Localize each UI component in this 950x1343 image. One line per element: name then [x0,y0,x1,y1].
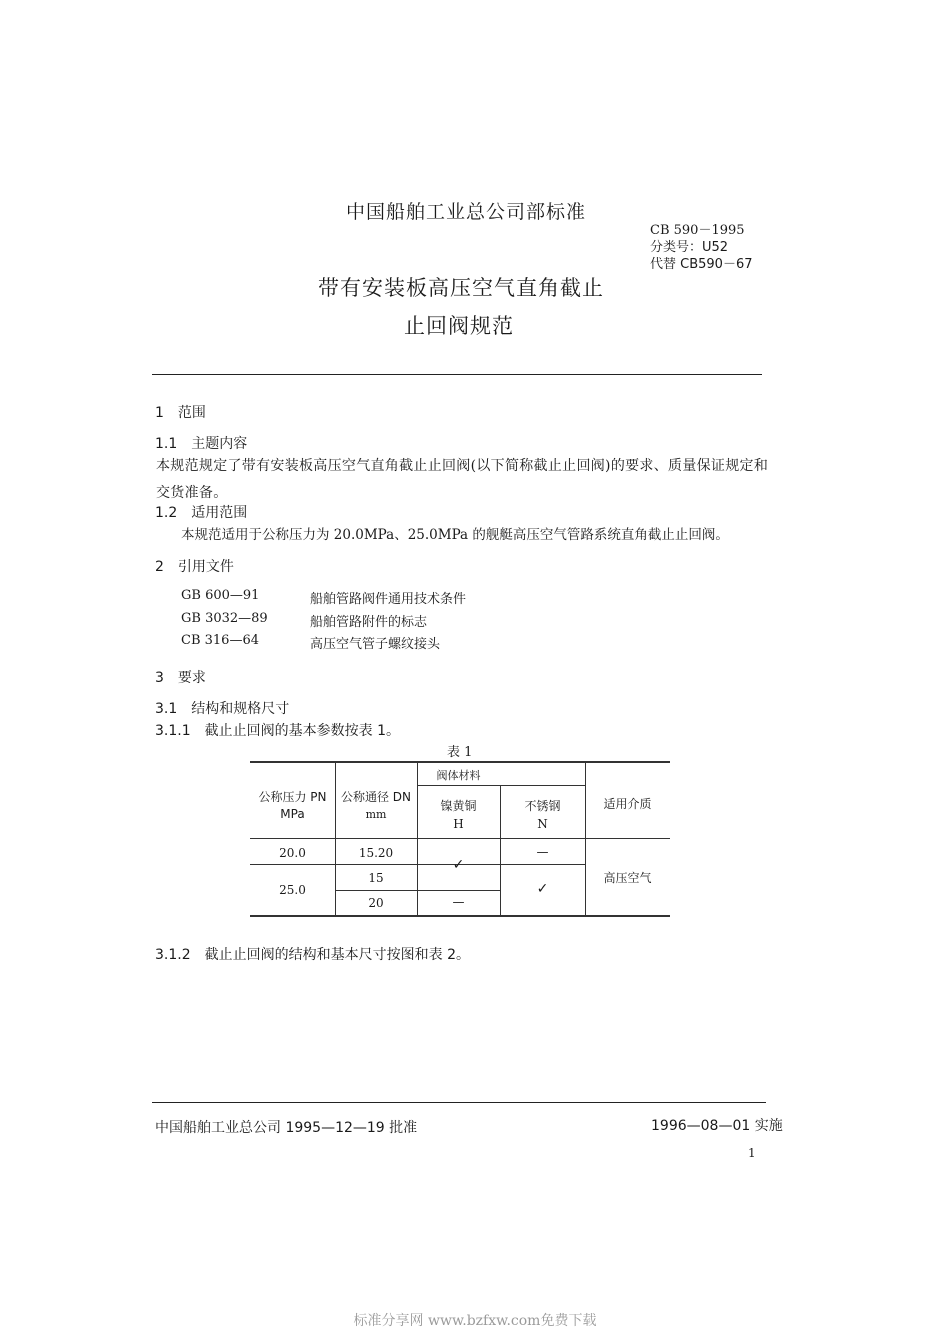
table-header-rule [250,838,670,839]
table-header-h: 镍黄铜 [440,799,477,813]
table-rule [335,761,336,916]
table-header-pn: 公称压力 PN [258,790,327,804]
reference-code: GB 3032—89 [181,611,268,626]
section-2-heading: 2 引用文件 [155,559,234,575]
table-bottom-rule [250,915,670,917]
section-1-1-text: 本规范规定了带有安装板高压空气直角截止止回阀(以下简称截止止回阀)的要求、质量保证规定和交货准备。 [156,458,769,501]
table-cell-pn: 25.0 [279,883,306,897]
table-header-n: 不锈钢 [524,799,561,813]
section-1-1-heading: 1.1 主题内容 [155,436,248,452]
table-cell-dash: — [536,845,549,859]
section-3-1-1-text: 3.1.1 截止止回阀的基本参数按表 1。 [155,723,400,739]
table-1-caption: 表 1 [447,745,473,760]
reference-title: 船舶管路阀件通用技术条件 [310,592,467,607]
table-top-rule [250,761,670,763]
section-3-1-heading: 3.1 结构和规格尺寸 [155,701,290,717]
table-cell-check: ✓ [536,881,549,897]
table-rule [417,761,418,916]
effective-date: 1996—08—01 实施 [651,1118,783,1134]
document-title-line2: 止回阀规范 [404,314,514,338]
table-cell-dn: 20 [368,896,384,910]
section-1-heading: 1 范围 [155,405,206,421]
document-title-line1: 带有安装板高压空气直角截止 [318,276,604,300]
table-cell-dn: 15 [368,871,384,885]
table-cell-pn: 20.0 [279,846,306,860]
table-cell-check: ✓ [452,857,465,873]
section-3-heading: 3 要求 [155,670,206,686]
reference-title: 高压空气管子螺纹接头 [310,637,441,652]
table-header-medium: 适用介质 [603,797,652,811]
standard-number: CB 590－1995 [650,223,745,238]
table-rule [417,785,585,786]
table-header-dn-unit: mm [365,808,387,821]
reference-code: CB 316—64 [181,633,259,648]
approval-line: 中国船舶工业总公司 1995—12—19 批准 [155,1120,418,1136]
table-header-dn: 公称通径 DN [340,790,412,804]
page-number: 1 [748,1146,756,1160]
table-header-h-code: H [453,817,464,831]
table-1 [250,761,670,916]
table-cell-dn: 15.20 [358,846,394,860]
header-divider [152,374,762,375]
reference-code: GB 600—91 [181,588,260,603]
section-3-1-2-text: 3.1.2 截止止回阀的结构和基本尺寸按图和表 2。 [155,947,470,963]
table-header-n-code: N [537,817,548,831]
classification-number: 分类号：U52 [650,240,729,255]
table-cell-dash: — [452,895,465,909]
table-header-material: 阀体材料 [436,769,481,782]
reference-title: 船舶管路附件的标志 [310,615,428,630]
table-rule [585,761,586,916]
table-rule [500,864,585,865]
issuing-organization: 中国船舶工业总公司部标准 [346,201,587,223]
table-header-pn-unit: MPa [280,807,305,821]
section-1-2-text: 本规范适用于公称压力为 20.0MPa、25.0MPa 的舰艇高压空气管路系统直角截止止回阀。 [181,527,729,543]
watermark: 标准分享网 www.bzfxw.com免费下载 [353,1313,597,1329]
section-1-2-heading: 1.2 适用范围 [155,505,248,521]
replaces-standard: 代替 CB590－67 [650,257,753,272]
footer-divider [152,1102,766,1103]
table-cell-medium: 高压空气 [603,871,652,885]
